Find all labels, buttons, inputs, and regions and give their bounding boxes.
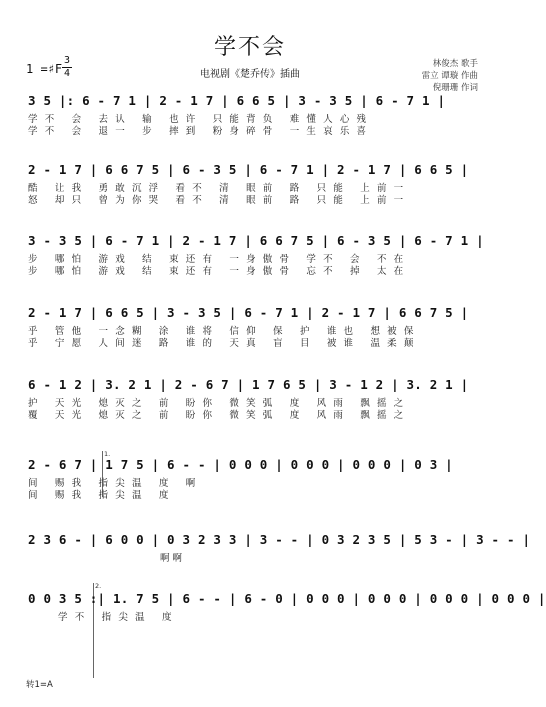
score-system-1 [28,93,474,135]
key-signature: 1 =♯F [26,62,63,76]
score-system-4 [28,305,474,347]
lyric-line-1: 学不 指尖温 度 [58,612,179,623]
credit-lyricist: 倪珊珊 作词 [432,83,478,93]
credit-composer: 雷立 谭璇 作曲 [421,71,478,81]
lyric-line-2: 乎 宁愿 人间迷 路 谁的 天真 盲 目 被谁 温柔颠 [28,338,421,349]
lyric-line-1: 乎 管他 一念糊 涂 谁将 信仰 保 护 谁也 想被保 [28,326,421,337]
notes-line: 3 - 3 5 | 6 - 7 1 | 2 - 1 7 | 6 6 7 5 | 6 - 3 5 | 6 - 7 1 | [28,233,484,248]
lyric-line-2: 步 哪怕 游戏 结 束还有 一身傲骨 忘不 掉 太在 [28,266,411,277]
lyric-line-1: 啊 啊 [160,553,183,564]
modulation-note: 转1=A [26,680,53,690]
lyric-line-2: 怒 却只 曾为你哭 看不 清 眼前 路 只能 上前一 [28,195,411,206]
score-system-6 [28,457,474,499]
volta-1-mark: 1. [104,450,111,458]
credit-singer: 林俊杰 歌手 [432,59,478,69]
score-system-8 [28,591,546,623]
notes-line: 2 - 1 7 | 6 6 7 5 | 6 - 3 5 | 6 - 7 1 | 2 - 1 7 | 6 6 5 | [28,162,469,177]
volta-2-mark: 2. [95,582,102,590]
notes-line: 6 - 1 2 | 3. 2 1 | 2 - 6 7 | 1 7 6 5 | 3 - 1 2 | 3. 2 1 | [28,377,469,392]
lyric-line-1: 间 赐我 指尖温 度 啊 [28,478,203,489]
notes-line: 3 5 |: 6 - 7 1 | 2 - 1 7 | 6 6 5 | 3 - 3 5 | 6 - 7 1 | [28,93,446,108]
lyric-line-2: 间 赐我 指尖温 度 [28,490,176,501]
score-system-7 [28,532,531,564]
score-system-5 [28,377,474,419]
lyric-line-1: 学不 会 去认 输 也许 只能背负 难懂人心残 [28,114,374,125]
lyric-line-1: 步 哪怕 游戏 结 束还有 一身傲骨 学不 会 不在 [28,254,411,265]
lyric-line-2: 覆 天光 熄灭之 前 盼你 微笑弧 度 风雨 飘摇之 [28,410,411,421]
notes-line: 2 - 6 7 | 1 7 5 | 6 - - | 0 0 0 | 0 0 0 | 0 0 0 | 0 3 | [28,457,453,472]
notes-line: 2 - 1 7 | 6 6 5 | 3 - 3 5 | 6 - 7 1 | 2 - 1 7 | 6 6 7 5 | [28,305,469,320]
score-system-3 [28,233,484,277]
song-title: 学不会 [213,35,286,60]
time-signature-top: 3 [63,55,71,66]
time-signature-bottom: 4 [63,68,71,79]
notes-line: 0 0 3 5 :| 1. 7 5 | 6 - - | 6 - 0 | 0 0 0 | 0 0 0 | 0 0 0 | 0 0 0 | [28,591,546,606]
score-system-2 [28,162,474,204]
notes-line: 2 3 6 - | 6 0 0 | 0 3 2 3 3 | 3 - - | 0 3 2 3 5 | 5 3 - | 3 - - | [28,532,531,547]
lyric-line-2: 学不 会 退一 步 摔到 粉身碎骨 一生哀乐喜 [28,126,374,137]
subtitle: 电视剧《楚乔传》插曲 [200,69,300,80]
credits [422,58,478,94]
lyric-line-1: 护 天光 熄灭之 前 盼你 微笑弧 度 风雨 飘摇之 [28,398,411,409]
lyric-line-1: 酷 让我 勇敢沉浮 看不 清 眼前 路 只能 上前一 [28,183,411,194]
